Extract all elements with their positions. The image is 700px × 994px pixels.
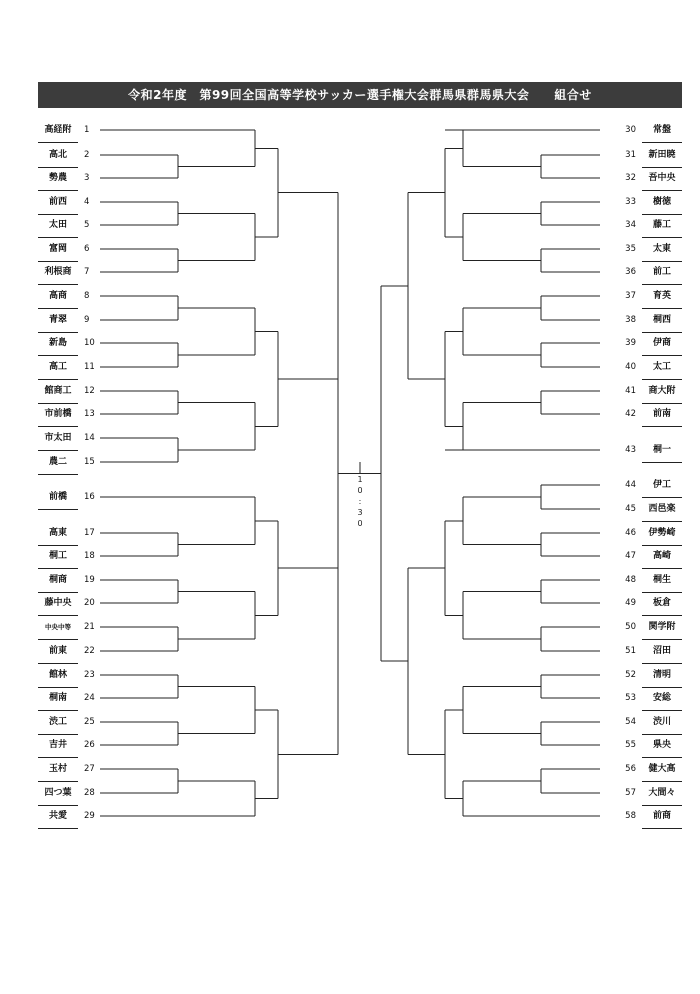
team-name: 桐南 [48,693,67,703]
team-number: 7 [84,267,90,277]
team-number: 28 [84,788,95,798]
team-name: 太工 [652,362,671,372]
team-underline [642,568,682,569]
team-name: 富岡 [48,244,67,254]
team-name: 館林 [48,670,67,680]
team-underline [38,426,78,427]
page-title: 令和2年度 第99回全国高等学校サッカー選手権大会群馬県群馬県大会 組合せ [38,82,682,108]
team-name: 前南 [652,409,671,419]
team-underline [642,757,682,758]
team-name: 市太田 [44,433,72,443]
team-name: 大間々 [648,788,676,798]
team-name: 藤工 [652,220,671,230]
team-number: 18 [84,551,95,561]
team-number: 33 [625,197,636,207]
team-number: 4 [84,197,90,207]
team-underline [38,687,78,688]
team-underline [642,426,682,427]
team-name: 県央 [652,740,671,750]
team-name: 前橋 [48,492,67,502]
team-name: 伊工 [652,480,671,490]
final-time-char: 0 [357,519,363,528]
team-underline [642,379,682,380]
team-name: 四つ葉 [44,788,72,798]
team-name: 伊勢崎 [648,528,676,538]
team-number: 37 [625,291,636,301]
team-underline [642,284,682,285]
team-underline [642,308,682,309]
team-name: 商大附 [648,386,676,396]
team-name: 健大高 [648,764,676,774]
team-number: 16 [84,492,95,502]
team-number: 52 [625,670,636,680]
team-name: 吾中央 [648,173,676,183]
team-number: 43 [625,445,636,455]
final-time-label [354,474,366,529]
team-number: 54 [625,717,636,727]
team-number: 2 [84,150,90,160]
team-underline [642,521,682,522]
team-underline [642,190,682,191]
team-underline [38,237,78,238]
team-name: 市前橋 [44,409,72,419]
team-number: 24 [84,693,95,703]
team-number: 34 [625,220,636,230]
team-name: 利根商 [44,267,72,277]
team-underline [642,687,682,688]
team-underline [38,592,78,593]
team-underline [642,142,682,143]
team-number: 17 [84,528,95,538]
team-underline [38,450,78,451]
team-underline [642,462,682,463]
team-number: 45 [625,504,636,514]
team-number: 30 [625,125,636,135]
team-number: 23 [84,670,95,680]
team-number: 55 [625,740,636,750]
team-number: 58 [625,811,636,821]
team-name: 高北 [48,150,67,160]
team-name: 勢農 [48,173,67,183]
team-underline [38,403,78,404]
team-name: 高崎 [652,551,671,561]
team-name: 前工 [652,267,671,277]
team-underline [642,710,682,711]
team-underline [38,805,78,806]
team-underline [38,615,78,616]
team-number: 31 [625,150,636,160]
team-number: 21 [84,622,95,632]
team-number: 13 [84,409,95,419]
team-name: 高東 [48,528,67,538]
team-name: 吉井 [48,740,67,750]
team-name: 中央中等 [45,623,71,631]
team-number: 36 [625,267,636,277]
team-underline [642,734,682,735]
team-underline [38,284,78,285]
team-name: 館商工 [44,386,72,396]
team-name: 沼田 [652,646,671,656]
team-number: 11 [84,362,95,372]
team-underline [642,615,682,616]
team-number: 14 [84,433,95,443]
team-number: 15 [84,457,95,467]
team-name: 高商 [48,291,67,301]
team-number: 49 [625,598,636,608]
team-underline [38,568,78,569]
team-number: 12 [84,386,95,396]
team-name: 前東 [48,646,67,656]
team-name: 桐生 [652,575,671,585]
team-underline [38,781,78,782]
team-name: 安総 [652,693,671,703]
team-number: 1 [84,125,90,135]
team-number: 46 [625,528,636,538]
team-underline [642,214,682,215]
team-number: 27 [84,764,95,774]
team-number: 44 [625,480,636,490]
team-underline [38,379,78,380]
team-underline [642,592,682,593]
team-number: 3 [84,173,90,183]
team-underline [38,710,78,711]
team-name: 太田 [48,220,67,230]
team-name: 常盤 [652,125,671,135]
team-name: 渋工 [48,717,67,727]
team-name: 太東 [652,244,671,254]
team-number: 50 [625,622,636,632]
team-number: 47 [625,551,636,561]
team-underline [38,828,78,829]
final-time-char: 3 [357,508,363,517]
team-underline [642,828,682,829]
team-underline [642,403,682,404]
team-underline [38,545,78,546]
team-name: 板倉 [652,598,671,608]
team-number: 20 [84,598,95,608]
team-name: 育英 [652,291,671,301]
team-number: 22 [84,646,95,656]
team-name: 農二 [48,457,67,467]
team-name: 共愛 [48,811,67,821]
team-number: 51 [625,646,636,656]
team-number: 6 [84,244,90,254]
team-number: 9 [84,315,90,325]
team-name: 玉村 [48,764,67,774]
team-name: 関学附 [648,622,676,632]
team-underline [642,355,682,356]
final-time-char: : [358,497,362,506]
team-number: 42 [625,409,636,419]
team-underline [38,509,78,510]
team-number: 10 [84,338,95,348]
team-underline [38,663,78,664]
team-underline [38,167,78,168]
team-name: 桐商 [48,575,67,585]
team-name: 桐一 [652,445,671,455]
team-underline [38,142,78,143]
team-name: 青翠 [48,315,67,325]
team-name: 新田暁 [648,150,676,160]
team-name: 西邑楽 [648,504,676,514]
team-number: 8 [84,291,90,301]
team-number: 48 [625,575,636,585]
team-name: 伊商 [652,338,671,348]
team-number: 32 [625,173,636,183]
team-underline [642,497,682,498]
team-number: 35 [625,244,636,254]
team-name: 高工 [48,362,67,372]
team-number: 57 [625,788,636,798]
team-number: 53 [625,693,636,703]
team-underline [38,474,78,475]
team-underline [642,545,682,546]
team-number: 56 [625,764,636,774]
team-name: 桐工 [48,551,67,561]
final-time-char: 0 [357,486,363,495]
team-number: 39 [625,338,636,348]
team-underline [38,332,78,333]
team-underline [642,639,682,640]
team-name: 渋川 [652,717,671,727]
final-time-char: 1 [357,475,363,484]
team-number: 5 [84,220,90,230]
team-number: 19 [84,575,95,585]
team-underline [38,214,78,215]
team-underline [38,639,78,640]
team-name: 前商 [652,811,671,821]
team-underline [642,237,682,238]
team-number: 41 [625,386,636,396]
team-name: 清明 [652,670,671,680]
team-underline [38,190,78,191]
team-underline [642,167,682,168]
team-name: 前西 [48,197,67,207]
team-name: 藤中央 [44,598,72,608]
team-underline [642,332,682,333]
team-underline [642,261,682,262]
team-number: 25 [84,717,95,727]
team-underline [38,757,78,758]
team-number: 26 [84,740,95,750]
team-number: 38 [625,315,636,325]
team-name: 高経附 [44,125,72,135]
team-name: 新島 [48,338,67,348]
team-underline [38,355,78,356]
team-underline [642,781,682,782]
bracket-lines [100,130,600,816]
team-underline [38,308,78,309]
team-underline [642,805,682,806]
team-name: 樹徳 [652,197,671,207]
team-number: 40 [625,362,636,372]
team-underline [38,734,78,735]
team-name: 桐西 [652,315,671,325]
team-number: 29 [84,811,95,821]
team-underline [38,261,78,262]
team-underline [642,663,682,664]
